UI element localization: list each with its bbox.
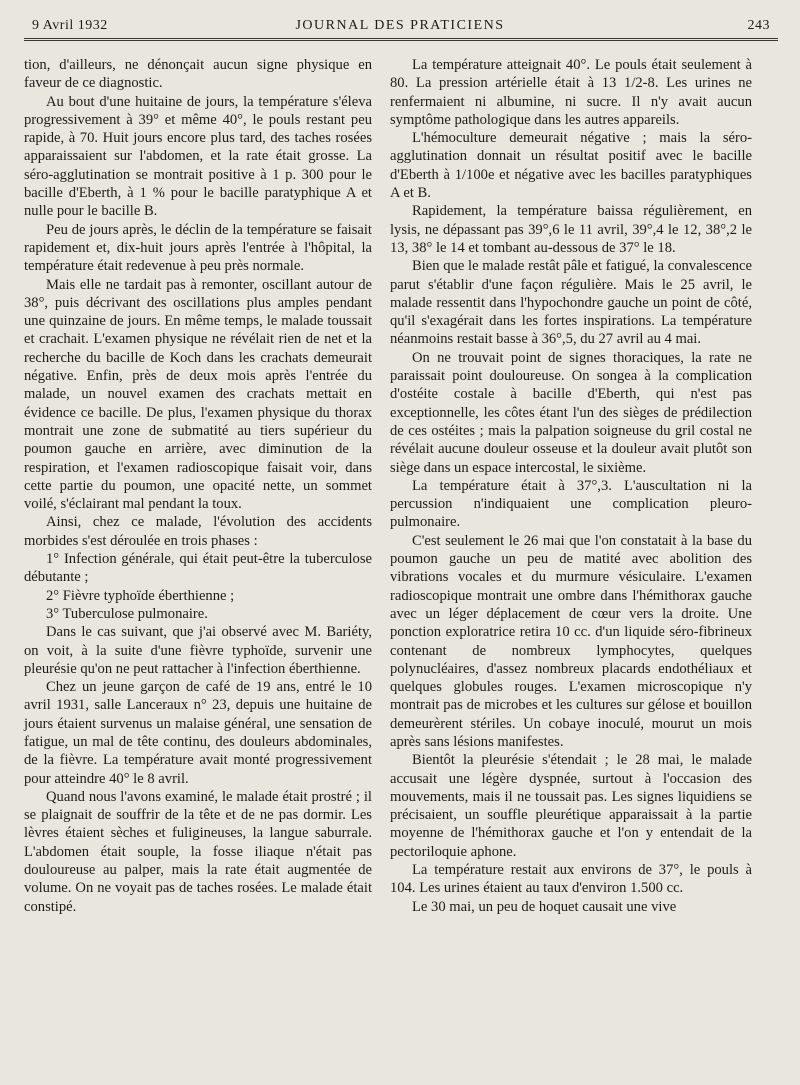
page-header xyxy=(22,18,778,38)
list-item: 2° Fièvre typhoïde éberthienne ; xyxy=(46,587,235,604)
list-item: 3° Tuberculose pulmonaire. xyxy=(46,605,208,622)
right-column xyxy=(390,56,752,916)
paragraph: tion, d'ailleurs, ne dénonçait aucun signe physique en faveur de ce diagnostic. xyxy=(24,57,372,92)
header-rule xyxy=(24,38,778,41)
paragraph: Peu de jours après, le déclin de la température se faisait rapidement et, dix-huit jours après l'entrée à l'hôpital, la température était redevenue à peu près normale. xyxy=(24,221,372,275)
paragraph: Au bout d'une huitaine de jours, la température s'éleva progressivement à 39° et même 40°, le pouls restant peu rapide, à 70. Huit jours encore plus tard, des taches rosées apparaissaient sur l'abdomen, et la rate était grosse. La séro-agglutination se montrait positive à 1 p. 300 pour le bacille d'Eberth, à 1 % pour le bacille paratyphique A et nulle pour le bacille B. xyxy=(24,93,372,220)
paragraph: On ne trouvait point de signes thoraciques, la rate ne paraissait point douloureuse. On songea à la complication d'ostéite costale à bacille d'Eberth, qui n'est pas exceptionnelle, les côtes étant l'un des sièges de prédilection de ces ostéites ; mais la palpation soigneuse du gril costal ne révélait aucune douleur osseuse et la douleur avait plutôt son siège dans un espace intercostal, le sixième. xyxy=(390,349,752,476)
paragraph: Bientôt la pleurésie s'étendait ; le 28 mai, le malade accusait une légère dyspnée, surtout à l'occasion des mouvements, mais il ne toussait pas. Les signes liquidiens se précisaient, un souffle pleurétique apparaissait à la partie moyenne de l'hémithorax gauche et l'on y entendait de la pectoriloquie aphone. xyxy=(390,752,752,860)
paragraph: Rapidement, la température baissa régulièrement, en lysis, ne dépassant pas 39°,6 le 11 avril, 39°,4 le 12, 38°,2 le 13, 38° le 14 et tombant au-dessous de 37° le 18. xyxy=(390,203,752,256)
paragraph: La température restait aux environs de 37°, le pouls à 104. Les urines étaient au taux d'environ 1.500 cc. xyxy=(390,862,752,897)
list-item: 1° Infection générale, qui était peut-être la tuberculose débutante ; xyxy=(24,551,372,586)
paragraph: Le 30 mai, un peu de hoquet causait une vive xyxy=(412,898,677,915)
paragraph: Ainsi, chez ce malade, l'évolution des accidents morbides s'est déroulée en trois phases : xyxy=(24,514,372,549)
paragraph: C'est seulement le 26 mai que l'on constatait à la base du poumon gauche un peu de matité avec abolition des vibrations vocales et du murmure vésiculaire. L'examen radioscopique montrait une ombre dans l'hémithorax gauche avec un léger déplacement de cœur vers la droite. Une ponction exploratrice retira 10 cc. d'un liquide séro-fibrineux contenant de nombreux lymphocytes, quelques polynucléaires, d'assez nombreux placards endothéliaux et quelques globules rouges. L'examen microscopique n'y montrait pas de microbes et les cultures sur gélose et bouillon demeurèrent stériles. Un cobaye inoculé, mourut un mois après sans lésions manifestes. xyxy=(390,532,752,750)
paragraph: Dans le cas suivant, que j'ai observé avec M. Bariéty, on voit, à la suite d'une fièvre typhoïde, survenir une pleurésie qu'on ne peut rattacher à l'infection éberthienne. xyxy=(24,624,372,677)
paragraph: La température atteignait 40°. Le pouls était seulement à 80. La pression artérielle était à 13 1/2-8. Les urines ne renfermaient ni albumine, ni sucre. Il n'y avait aucun symptôme pathologique dans les autres appareils. xyxy=(390,57,752,128)
paragraph: La température était à 37°,3. L'auscultation ni la percussion n'indiquaient une complication pleuro-pulmonaire. xyxy=(390,477,752,531)
paragraph: Chez un jeune garçon de café de 19 ans, entré le 10 avril 1931, salle Lanceraux n° 23, depuis une huitaine de jours étaient survenus un malaise général, une sensation de fatigue, un mal de tête continu, des douleurs abdominales, de la fièvre. La température avait monté progressivement pour atteindre 40° le 8 avril. xyxy=(24,679,372,787)
left-column xyxy=(24,56,372,916)
journal-title: JOURNAL DES PRATICIENS xyxy=(295,18,505,33)
paragraph: Bien que le malade restât pâle et fatigué, la convalescence parut s'établir d'une façon régulière. Mais le 25 avril, le malade ressentit dans l'hypochondre gauche un point de côté, qu'il s'exagérait dans les fortes inspirations. La température néanmoins restait basse à 36°,5, du 27 avril au 4 mai. xyxy=(390,258,752,348)
page-number: 243 xyxy=(747,18,770,33)
paragraph: L'hémoculture demeurait négative ; mais la séro-agglutination donnait un résultat positif avec le bacille d'Eberth à 1/100e et négative avec les bacilles paratyphiques A et B. xyxy=(390,130,752,202)
paragraph: Mais elle ne tardait pas à remonter, oscillant autour de 38°, puis décrivant des oscillations plus amples pendant une quinzaine de jours. En même temps, le malade toussait et crachait. L'examen physique ne révélait rien de net et la recherche du bacille de Koch dans les crachats demeurait négative. Enfin, près de deux mois après l'entrée du malade, un nouvel examen des crachats mettait en évidence ce bacille. De plus, l'examen physique du thorax montrait une zone de submatité au tiers supérieur du poumon gauche en arrière, avec diminution de la respiration, et l'examen radioscopique faisait voir, dans cette partie du poumon, une opacité nette, un sommet voilé, s'éclairant mal pendant la toux. xyxy=(24,276,372,513)
issue-date: 9 Avril 1932 xyxy=(32,18,108,33)
paragraph: Quand nous l'avons examiné, le malade était prostré ; il se plaignait de souffrir de la tête et de ne pas dormir. Les lèvres étaient sèches et fuligineuses, la langue saburrale. L'abdomen était souple, la fosse iliaque n'était pas douloureuse au palper, mais la rate était augmentée de volume. On ne voyait pas de taches rosées. Le malade était constipé. xyxy=(24,788,372,915)
